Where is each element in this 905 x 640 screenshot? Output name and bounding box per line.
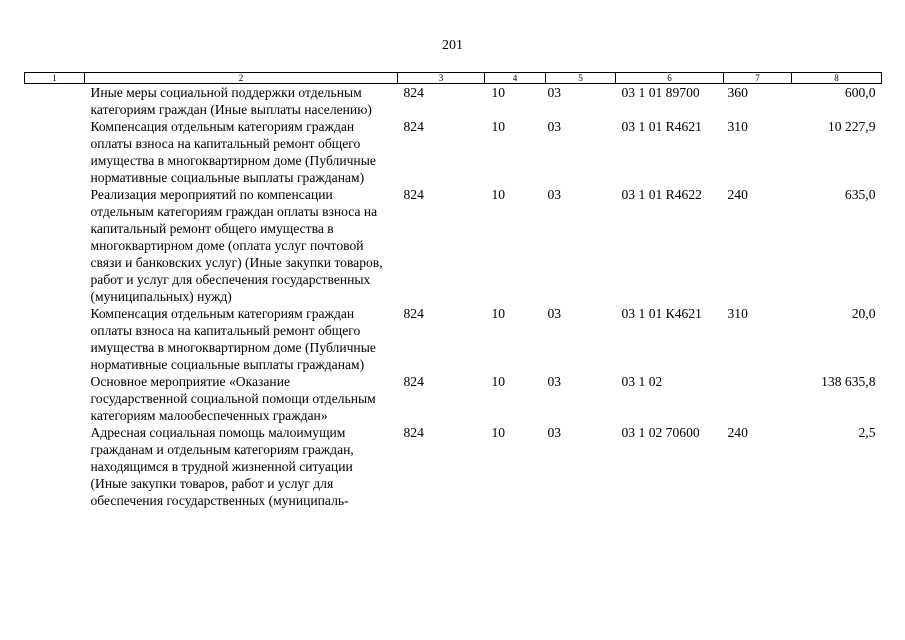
- amount: 600,0: [844, 85, 876, 100]
- table-row: [25, 373, 882, 424]
- expense-type-code: [724, 373, 792, 424]
- ministry-code: 824: [403, 374, 424, 389]
- column-header: 6: [616, 73, 724, 84]
- target-article-code: 03 1 01 К4621: [621, 306, 702, 321]
- column-header: 8: [792, 73, 882, 84]
- section-code: 10: [491, 374, 506, 389]
- subsection-code: 03: [547, 187, 562, 202]
- column-header: 4: [485, 73, 546, 84]
- target-article-code: 03 1 02: [621, 374, 663, 389]
- expense-type-code: 310: [727, 306, 748, 321]
- page-number: 201: [442, 38, 463, 53]
- column-number-row: [25, 73, 882, 84]
- section-code: 10: [491, 119, 506, 134]
- amount: 138 635,8: [821, 374, 876, 389]
- target-article-code: 03 1 02 70600: [621, 425, 700, 440]
- column-header: 7: [724, 73, 792, 84]
- subsection-code: 03: [547, 374, 562, 389]
- ministry-code: 824: [403, 85, 424, 100]
- empty-cell: [25, 186, 85, 305]
- table-row: [25, 186, 882, 305]
- expense-type-code: 360: [727, 85, 748, 100]
- ministry-code: 824: [403, 119, 424, 134]
- expense-type-code: 310: [727, 119, 748, 134]
- item-name: Реализация мероприятий по компенсации отдельным категориям граждан оплаты взноса на капитальный ремонт общего имущества в многоквартирном доме (оплата услуг почтовой связи и банковских услуг) (Иные закупки товаров, работ и услуг для обеспечения государственных (муниципальных) нужд): [90, 187, 383, 304]
- budget-table: [24, 72, 882, 509]
- column-header: 1: [25, 73, 85, 84]
- item-name: Компенсация отдельным категориям граждан оплаты взноса на капитальный ремонт общего имущества в многоквартирном доме (Публичные нормативные социальные выплаты гражданам): [90, 119, 376, 185]
- amount: 10 227,9: [827, 119, 876, 134]
- section-code: 10: [491, 425, 506, 440]
- table-body: [25, 84, 882, 510]
- item-name: Адресная социальная помощь малоимущим гражданам и отдельным категориям граждан, находящимся в трудной жизненной ситуации (Иные закупки товаров, работ и услуг для обеспечения государственных (муниципаль-: [90, 425, 354, 508]
- empty-cell: [25, 373, 85, 424]
- empty-cell: [25, 424, 85, 509]
- ministry-code: 824: [403, 187, 424, 202]
- item-name: Иные меры социальной поддержки отдельным категориям граждан (Иные выплаты населению): [90, 85, 372, 117]
- section-code: 10: [491, 85, 506, 100]
- ministry-code: 824: [403, 425, 424, 440]
- target-article-code: 03 1 01 R4622: [621, 187, 702, 202]
- table-row: [25, 118, 882, 186]
- subsection-code: 03: [547, 425, 562, 440]
- empty-cell: [25, 305, 85, 373]
- subsection-code: 03: [547, 119, 562, 134]
- empty-cell: [25, 118, 85, 186]
- table-row: [25, 84, 882, 119]
- expense-type-code: 240: [727, 187, 748, 202]
- column-header: 5: [546, 73, 616, 84]
- column-header: 2: [85, 73, 398, 84]
- amount: 20,0: [851, 306, 876, 321]
- subsection-code: 03: [547, 306, 562, 321]
- target-article-code: 03 1 01 R4621: [621, 119, 702, 134]
- amount: 635,0: [844, 187, 876, 202]
- section-code: 10: [491, 187, 506, 202]
- item-name: Компенсация отдельным категориям граждан оплаты взноса на капитальный ремонт общего имущества в многоквартирном доме (Публичные нормативные социальные выплаты гражданам): [90, 306, 376, 372]
- column-header: 3: [398, 73, 485, 84]
- table-row: [25, 305, 882, 373]
- target-article-code: 03 1 01 89700: [621, 85, 700, 100]
- expense-type-code: 240: [727, 425, 748, 440]
- empty-cell: [25, 84, 85, 119]
- section-code: 10: [491, 306, 506, 321]
- table-header: [25, 73, 882, 84]
- table-row: [25, 424, 882, 509]
- ministry-code: 824: [403, 306, 424, 321]
- amount: 2,5: [858, 425, 876, 440]
- item-name: Основное мероприятие «Оказание государственной социальной помощи отдельным категориям малообеспеченных граждан»: [90, 374, 376, 423]
- subsection-code: 03: [547, 85, 562, 100]
